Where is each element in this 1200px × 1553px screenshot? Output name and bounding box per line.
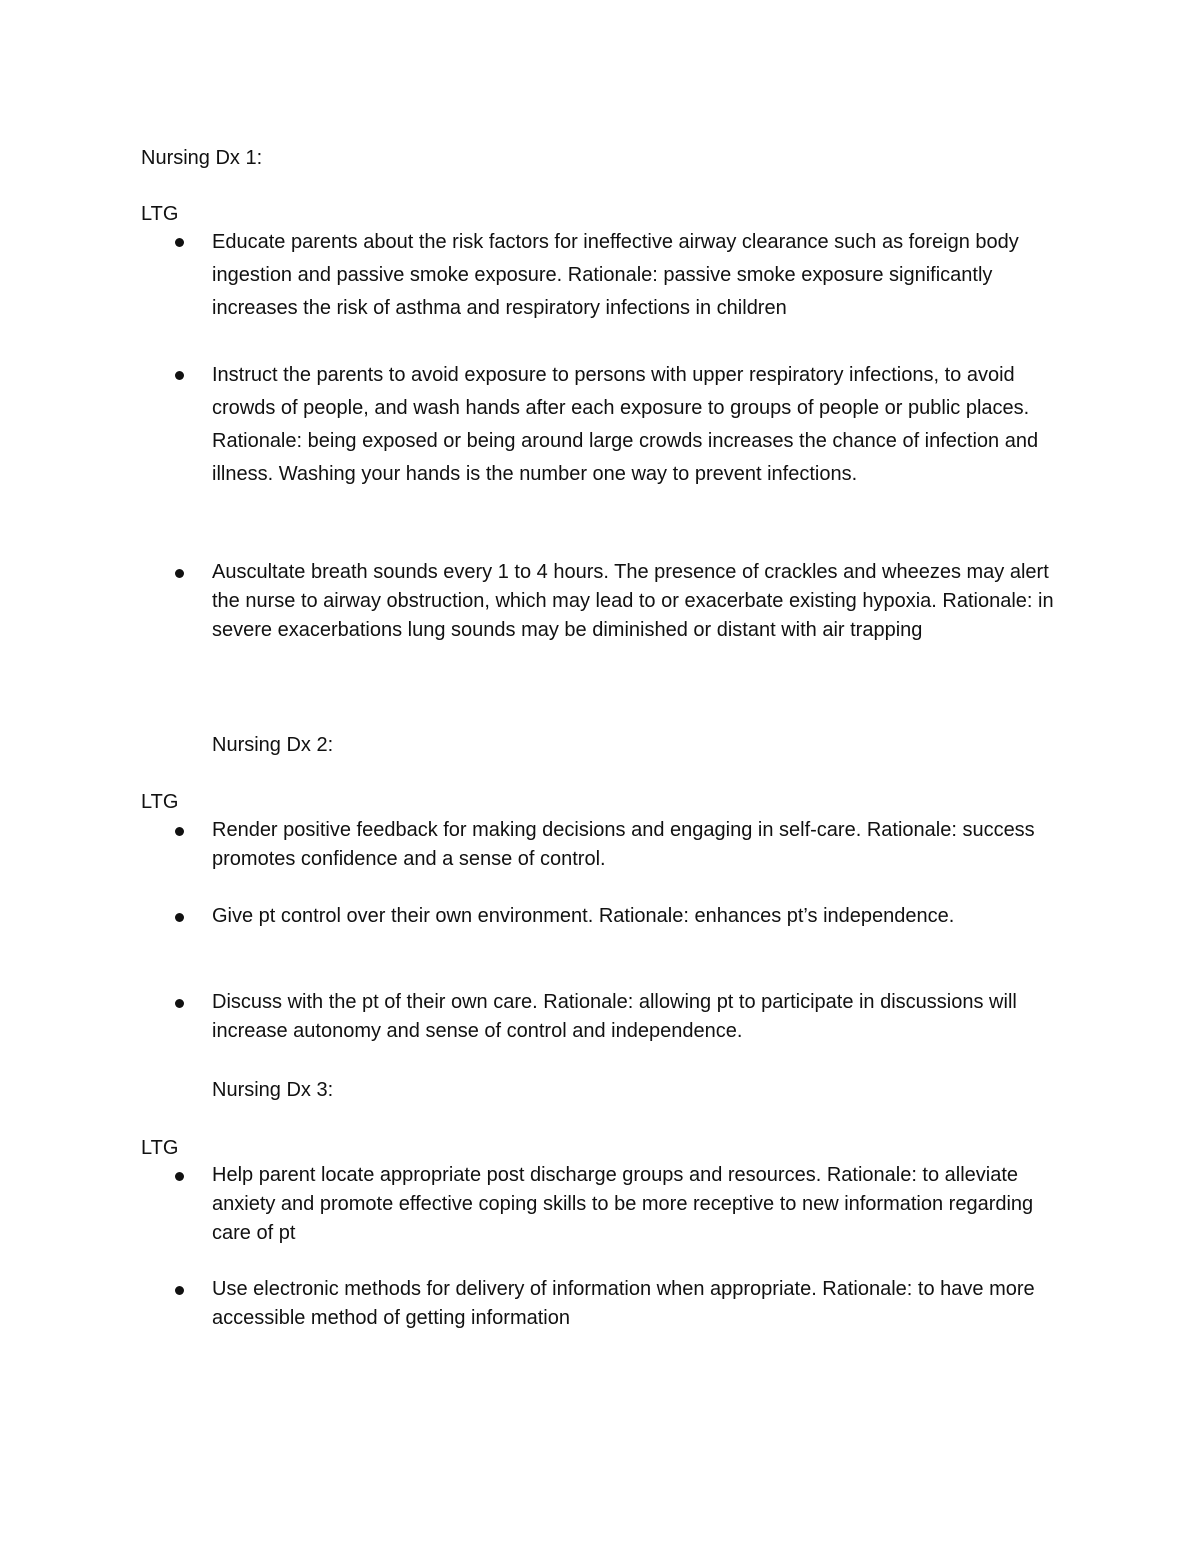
- bullet-icon: [175, 1286, 184, 1295]
- bullet-icon: [175, 999, 184, 1008]
- section-1-heading: Nursing Dx 1:: [141, 147, 263, 169]
- section-3-ltg-label: LTG: [141, 1137, 179, 1159]
- section-3-item-1: Help parent locate appropriate post discharge groups and resources. Rationale: to alleviate anxiety and promote effective coping skills to be more receptive to new information regarding care of pt: [212, 1164, 1034, 1244]
- section-3-item-2: Use electronic methods for delivery of information when appropriate. Rationale: to have more accessible method of getting information: [212, 1278, 1035, 1329]
- section-2-heading: Nursing Dx 2:: [212, 734, 334, 756]
- section-1-item-2: Instruct the parents to avoid exposure to persons with upper respiratory infections, to avoid crowds of people, and wash hands after each exposure to groups of people or public places. Rationale: being exposed or being around large crowds increases the chance of infection and illness. Washing your hands is the number one way to prevent infections.: [212, 364, 1039, 485]
- bullet-icon: [175, 1172, 184, 1181]
- bullet-icon: [175, 371, 184, 380]
- section-2-item-3: Discuss with the pt of their own care. Rationale: allowing pt to participate in discussions will increase autonomy and sense of control and independence.: [212, 991, 1017, 1042]
- section-2-item-2: Give pt control over their own environment. Rationale: enhances pt’s independence.: [212, 905, 955, 927]
- section-1-ltg-label: LTG: [141, 203, 179, 225]
- section-2-ltg-label: LTG: [141, 791, 179, 813]
- bullet-icon: [175, 827, 184, 836]
- section-1-item-3: Auscultate breath sounds every 1 to 4 hours. The presence of crackles and wheezes may alert the nurse to airway obstruction, which may lead to or exacerbate existing hypoxia. Rationale: in severe exacerbations lung sounds may be diminished or distant with air trapping: [212, 561, 1054, 641]
- section-2-item-1: Render positive feedback for making decisions and engaging in self-care. Rationale: success promotes confidence and a sense of control.: [212, 819, 1035, 870]
- bullet-icon: [175, 238, 184, 247]
- section-1-item-1: Educate parents about the risk factors for ineffective airway clearance such as foreign body ingestion and passive smoke exposure. Rationale: passive smoke exposure significantly increases the risk of asthma and respiratory infections in children: [212, 231, 1019, 319]
- bullet-icon: [175, 913, 184, 922]
- section-3-heading: Nursing Dx 3:: [212, 1079, 334, 1101]
- bullet-icon: [175, 569, 184, 578]
